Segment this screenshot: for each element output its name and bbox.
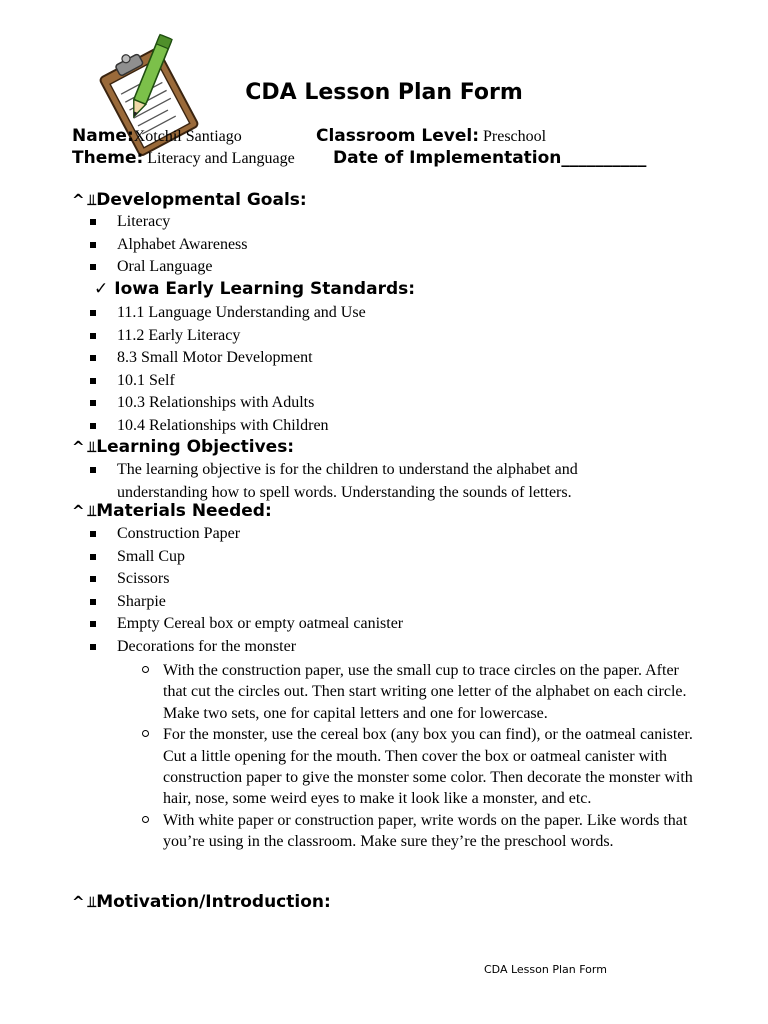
name-field	[72, 126, 242, 146]
heading-text: Iowa Early Learning Standards:	[114, 279, 416, 299]
name-label: Name:	[72, 126, 134, 146]
developmental-goals-list	[90, 211, 248, 279]
material-item: Scissors	[90, 568, 403, 591]
standard-item: 10.4 Relationships with Children	[90, 415, 366, 438]
standard-item: 10.1 Self	[90, 370, 366, 393]
goal-item: Alphabet Awareness	[90, 234, 248, 257]
materials-heading	[72, 501, 272, 521]
material-item: Decorations for the monster	[90, 636, 403, 659]
standards-heading	[94, 279, 415, 299]
page-title: CDA Lesson Plan Form	[245, 80, 523, 105]
date-of-implementation-label: Date of Implementation__________	[333, 148, 647, 168]
motivation-heading	[72, 892, 331, 912]
materials-list	[90, 523, 403, 659]
standard-item: 11.2 Early Literacy	[90, 325, 366, 348]
goal-item: Literacy	[90, 211, 248, 234]
material-item: Construction Paper	[90, 523, 403, 546]
developmental-goals-heading	[72, 190, 307, 210]
learning-objectives-list	[90, 459, 650, 504]
standard-item: 11.1 Language Understanding and Use	[90, 302, 366, 325]
name-value: Xotchil Santiago	[133, 128, 242, 145]
theme-label: Theme:	[72, 148, 144, 168]
page-footer: CDA Lesson Plan Form	[484, 963, 607, 976]
standard-item: 8.3 Small Motor Development	[90, 347, 366, 370]
section-marker: ^ ⫫	[72, 191, 96, 209]
section-marker: ^ ⫫	[72, 893, 96, 911]
heading-text: Materials Needed:	[96, 501, 272, 521]
section-marker: ^ ⫫	[72, 502, 96, 520]
standard-item: 10.3 Relationships with Adults	[90, 392, 366, 415]
classroom-level-value: Preschool	[483, 128, 547, 145]
learning-objectives-heading	[72, 437, 294, 457]
theme-field	[72, 148, 295, 168]
checkmark-icon: ✓	[94, 279, 109, 299]
instruction-step: For the monster, use the cereal box (any box you can find), or the oatmeal canister. Cut a little opening for the mouth. Then cover the box or oatmeal canister with construction paper to give the monster some color. Then decorate the monster with hair, nose, some weird eyes to make it look like a monster, and etc.	[140, 724, 705, 810]
material-item: Small Cup	[90, 546, 403, 569]
goal-item: Oral Language	[90, 256, 248, 279]
material-item: Empty Cereal box or empty oatmeal canister	[90, 613, 403, 636]
theme-value: Literacy and Language	[147, 150, 295, 167]
objective-item: The learning objective is for the children to understand the alphabet and understanding how to spell words. Understanding the sounds of letters.	[90, 459, 650, 504]
classroom-level-label: Classroom Level:	[316, 126, 479, 146]
standards-list	[90, 302, 366, 438]
instruction-step: With white paper or construction paper, write words on the paper. Like words that you’re using in the classroom. Make sure they’re the preschool words.	[140, 810, 705, 853]
classroom-level-field	[316, 126, 546, 146]
instruction-step: With the construction paper, use the small cup to trace circles on the paper. After that cut the circles out. Then start writing one letter of the alphabet on each circle. Make two sets, one for capital letters and one for lowercase.	[140, 660, 705, 724]
heading-text: Motivation/Introduction:	[96, 892, 331, 912]
heading-text: Developmental Goals:	[96, 190, 307, 210]
instructions-list	[140, 660, 705, 853]
section-marker: ^ ⫫	[72, 438, 96, 456]
heading-text: Learning Objectives:	[96, 437, 295, 457]
material-item: Sharpie	[90, 591, 403, 614]
